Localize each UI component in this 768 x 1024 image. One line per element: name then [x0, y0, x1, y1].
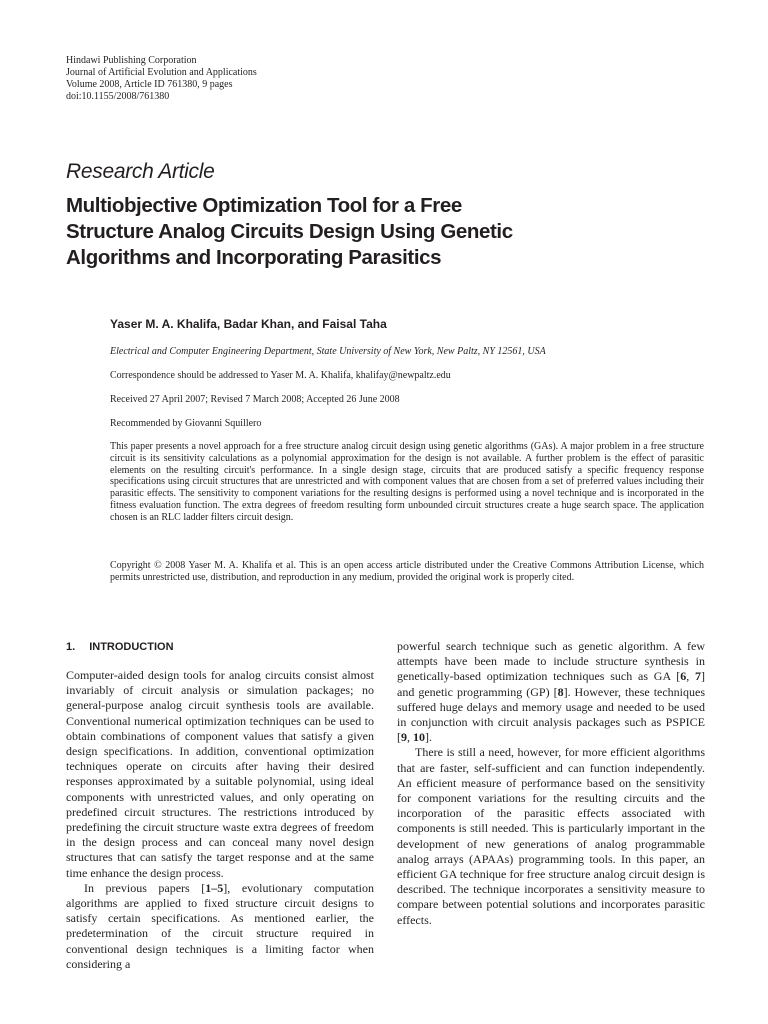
authors: Yaser M. A. Khalifa, Badar Khan, and Faisal Taha: [110, 317, 387, 331]
paragraph: [66, 881, 374, 972]
copyright-notice: Copyright © 2008 Yaser M. A. Khalifa et al. This is an open access article distributed under the Creative Commons Attribution License, which permits unrestricted use, distribution, and reproduction in any medium, provided the original work is properly cited.: [110, 560, 704, 583]
text-run: ] and genetic programming (GP) [: [397, 669, 706, 699]
section-number: 1.: [66, 641, 76, 653]
text-run: ,: [407, 730, 413, 745]
title-line-2: Structure Analog Circuits Design Using Genetic: [66, 220, 513, 243]
publisher-name: Hindawi Publishing Corporation: [66, 55, 197, 66]
text-run: powerful search technique such as genetic algorithm. A few attempts have been made to include structure synthesis in genetically-based optimization techniques such as GA [: [397, 639, 705, 684]
paragraph: [397, 639, 705, 745]
abstract: This paper presents a novel approach for a free structure analog circuit design using genetic algorithms (GAs). A major problem in a free structure circuit is its sensitivity calculations as a polynomial approximation for the design is not available. A further problem is the effect of parasitic elements on the resulting circuit's performance. In a single design stage, circuits that are produced satisfy a specific frequency response specifications using circuit structures that are unrestricted and with component values that are chosen from a set of preferred values including their parasitic effects. The sensitivity to component variations for the resulting designs is performed using a novel technique and is incorporated in the fitness evaluation function. The extra degrees of freedom resulting form unbounded circuit structures create a huge search space. The application chosen is an RLC ladder filters circuit design.: [110, 441, 704, 523]
doi: doi:10.1155/2008/761380: [66, 91, 170, 102]
section-title: INTRODUCTION: [89, 641, 174, 653]
recommended-by: Recommended by Giovanni Squillero: [110, 418, 262, 429]
journal-header: [66, 55, 257, 103]
publication-dates: Received 27 April 2007; Revised 7 March 2008; Accepted 26 June 2008: [110, 394, 400, 405]
text-run: ,: [686, 669, 696, 684]
citation-link[interactable]: 7: [695, 669, 702, 684]
title-line-1: Multiobjective Optimization Tool for a Free: [66, 194, 462, 217]
text-run: ]. However, these techniques suffered huge delays and memory usage and needed to be used in conjunction with circuit analysis packages such as PSPICE [: [397, 684, 706, 745]
paragraph: Computer-aided design tools for analog circuits consist almost invariably of circuit analysis or simulation packages; no general-purpose analog circuit synthesis tools are available. Conventional numerical optimization techniques can be used to obtain combinations of component values that satisfy a given design specifications. In addition, conventional optimization techniques operate on circuits after having their desired responses approximated by a suitable polynomial, using ideal components with unrestricted values, and only operating on predefined circuit structures. The restrictions introduced by predefining the circuit structure waste extra degrees of freedom in the design process and can conceal many novel design structures that can satisfy the target response and at the same time enhance the design process.: [66, 668, 374, 880]
left-column: [66, 668, 374, 972]
text-run: ].: [425, 730, 432, 745]
article-type: Research Article: [66, 160, 215, 183]
affiliation: Electrical and Computer Engineering Department, State University of New York, New Paltz, NY 12561, USA: [110, 346, 546, 357]
citation-link[interactable]: 6: [680, 669, 687, 684]
title-line-3: Algorithms and Incorporating Parasitics: [66, 246, 442, 269]
text-run: ], evolutionary computation algorithms are applied to fixed structure circuit designs to satisfy certain specifications. As mentioned earlier, the predetermination of the circuit structure required in conventional design techniques is a limiting factor when considering a: [66, 880, 375, 971]
citation-link[interactable]: 9: [401, 730, 407, 745]
journal-name: Journal of Artificial Evolution and Applications: [66, 67, 257, 78]
volume-info: Volume 2008, Article ID 761380, 9 pages: [66, 79, 233, 90]
citation-link[interactable]: 1–5: [205, 880, 224, 895]
text-run: In previous papers [: [84, 880, 206, 895]
right-column: [397, 639, 705, 928]
correspondence: Correspondence should be addressed to Yaser M. A. Khalifa, khalifay@newpaltz.edu: [110, 370, 451, 381]
paragraph: There is still a need, however, for more efficient algorithms that are faster, self-sufficient and can function independently. An efficient measure of performance based on the sensitivity for component variations for the resulting circuits and the incorporation of the parasitic effects associated with components is still needed. This is particularly important in the development of new generations of analog programmable analog arrays (APAAs) programming tools. In this paper, an efficient GA technique for free structure analog circuit design is described. The technique incorporates a sensitivity measure to compare between potential solutions and incorporates parasitic effects.: [397, 745, 705, 927]
paper-title: [66, 193, 706, 271]
citation-link[interactable]: 8: [557, 684, 564, 699]
section-heading-introduction: [66, 641, 174, 653]
citation-link[interactable]: 10: [413, 730, 425, 745]
